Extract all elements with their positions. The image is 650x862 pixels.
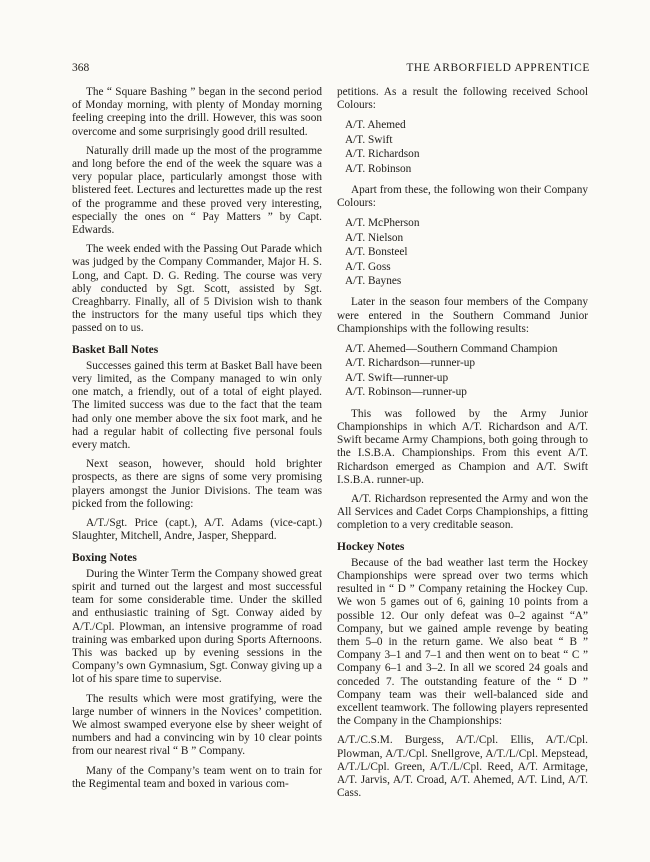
section-heading-boxing: Boxing Notes (72, 551, 137, 564)
left-column (72, 86, 322, 797)
paragraph: petitions. As a result the following received School Colours: (337, 86, 588, 112)
list-item: A/T. McPherson (345, 217, 420, 230)
results-list (337, 342, 588, 400)
paragraph: This was followed by the Army Junior Championships in which A/T. Richardson and A/T. Swift became Army Champions, both going through to the I.S.B.A. Championships. From this event A/T. Richardson emerged as Champion and A/T. Swift I.S.B.A. runner-up. (337, 407, 588, 486)
list-item: A/T. Goss (345, 260, 391, 273)
list-item: A/T. Nielson (345, 231, 404, 244)
paragraph: Later in the season four members of the Company were entered in the Southern Command Junior Championships with the following results: (337, 296, 588, 335)
list-item: A/T. Robinson (345, 162, 412, 175)
list-item: A/T. Richardson—runner-up (345, 357, 476, 370)
paragraph: Apart from these, the following won their Company Colours: (337, 184, 588, 210)
list-item: A/T. Ahemed (345, 119, 406, 132)
paragraph: The results which were most gratifying, were the large number of winners in the Novices’ competition. We almost swamped everyone else by sheer weight of numbers and had a convincing win by 10 clear points from our nearest rival “ B ” Company. (72, 692, 322, 758)
company-colours-list (337, 216, 588, 288)
list-item: A/T. Robinson—runner-up (345, 386, 467, 399)
paragraph: Many of the Company’s team went on to train for the Regimental team and boxed in various com- (72, 764, 322, 790)
paragraph: The week ended with the Passing Out Parade which was judged by the Company Commander, Major H. S. Long, and Capt. D. G. Reding. The course was very ably conducted by Sgt. Scott, assisted by Sgt. Creaghbarry. Finally, all of 5 Division wish to thank the instructors for the many useful tips which they passed on to us. (72, 243, 322, 335)
section-heading-basketball: Basket Ball Notes (72, 343, 159, 356)
school-colours-list (337, 118, 588, 176)
paragraph: The “ Square Bashing ” began in the second period of Monday morning, with plenty of Monday morning feeling creeping into the drill. However, this was soon overcome and some surprisingly good drill resulted. (72, 86, 322, 138)
team-roster: A/T./C.S.M. Burgess, A/T./Cpl. Ellis, A/T./Cpl. Plowman, A/T./Cpl. Snellgrove, A/T./L/Cpl. Mepstead, A/T./L/Cpl. Green, A/T./L/Cpl. Reed, A/T. Armitage, A/T. Jarvis, A/T. Croad, A/T. Ahemed, A/T. Lind, A/T. Cass. (337, 734, 588, 800)
paragraph: A/T. Richardson represented the Army and won the All Services and Cadet Corps Championships, a fitting completion to a very creditable season. (337, 492, 588, 532)
section-heading-hockey: Hockey Notes (337, 540, 405, 553)
list-item: A/T. Bonsteel (345, 246, 408, 259)
paragraph: Next season, however, should hold brighter prospects, as there are signs of some very promising players amongst the Junior Divisions. The team was picked from the following: (72, 458, 322, 510)
list-item: A/T. Ahemed—Southern Command Champion (345, 343, 558, 356)
paragraph: During the Winter Term the Company showed great spirit and turned out the largest and most successful team for some considerable time. Under the skilled and enthusiastic training of Sgt. Conway aided by A/T./Cpl. Plowman, an intensive programme of road training was embarked upon during Sports Afternoons. This was backed up by evening sessions in the Company’s own Gymnasium, Sgt. Conway giving up a lot of his spare time to supervise. (72, 567, 322, 686)
paragraph: Successes gained this term at Basket Ball have been very limited, as the Company managed to win only one match, a friendly, out of a total of eight played. The limited success was due to the fact that the team had only one member above the six foot mark, and he had a regular habit of collecting five personal fouls every match. (72, 359, 322, 452)
page-number: 368 (72, 62, 90, 74)
list-item: A/T. Swift (345, 133, 393, 146)
list-item: A/T. Baynes (345, 275, 402, 288)
list-item: A/T. Swift—runner-up (345, 371, 449, 384)
team-roster: A/T./Sgt. Price (capt.), A/T. Adams (vice-capt.) Slaughter, Mitchell, Andre, Jasper, Sheppard. (72, 517, 322, 543)
list-item: A/T. Richardson (345, 148, 420, 161)
running-title: THE ARBORFIELD APPRENTICE (406, 62, 590, 74)
paragraph: Because of the bad weather last term the Hockey Championships were spread over two terms which resulted in “ D ” Company retaining the Hockey Cup. We won 5 games out of 6, gaining 10 points from a possible 12. Our only defeat was 0–2 against “A” Company, but we gained ample revenge by beating them 5–0 in the return game. We also beat “ B ” Company 3–1 and 7–1 and then went on to beat “ C ” Company 6–1 and 3–2. In all we scored 24 goals and conceded 7. The outstanding feature of the “ D ” Company team was their well-balanced side and excellent teamwork. The following players represented the Company in the Championships: (337, 556, 588, 728)
paragraph: Naturally drill made up the most of the programme and long before the end of the week the square was a very popular place, particularly amongst those with blistered feet. Lectures and lecturettes made up the rest of the programme and these proved very interesting, especially the ones on “ Pay Matters ” by Capt. Edwards. (72, 144, 322, 237)
right-column (337, 86, 588, 806)
